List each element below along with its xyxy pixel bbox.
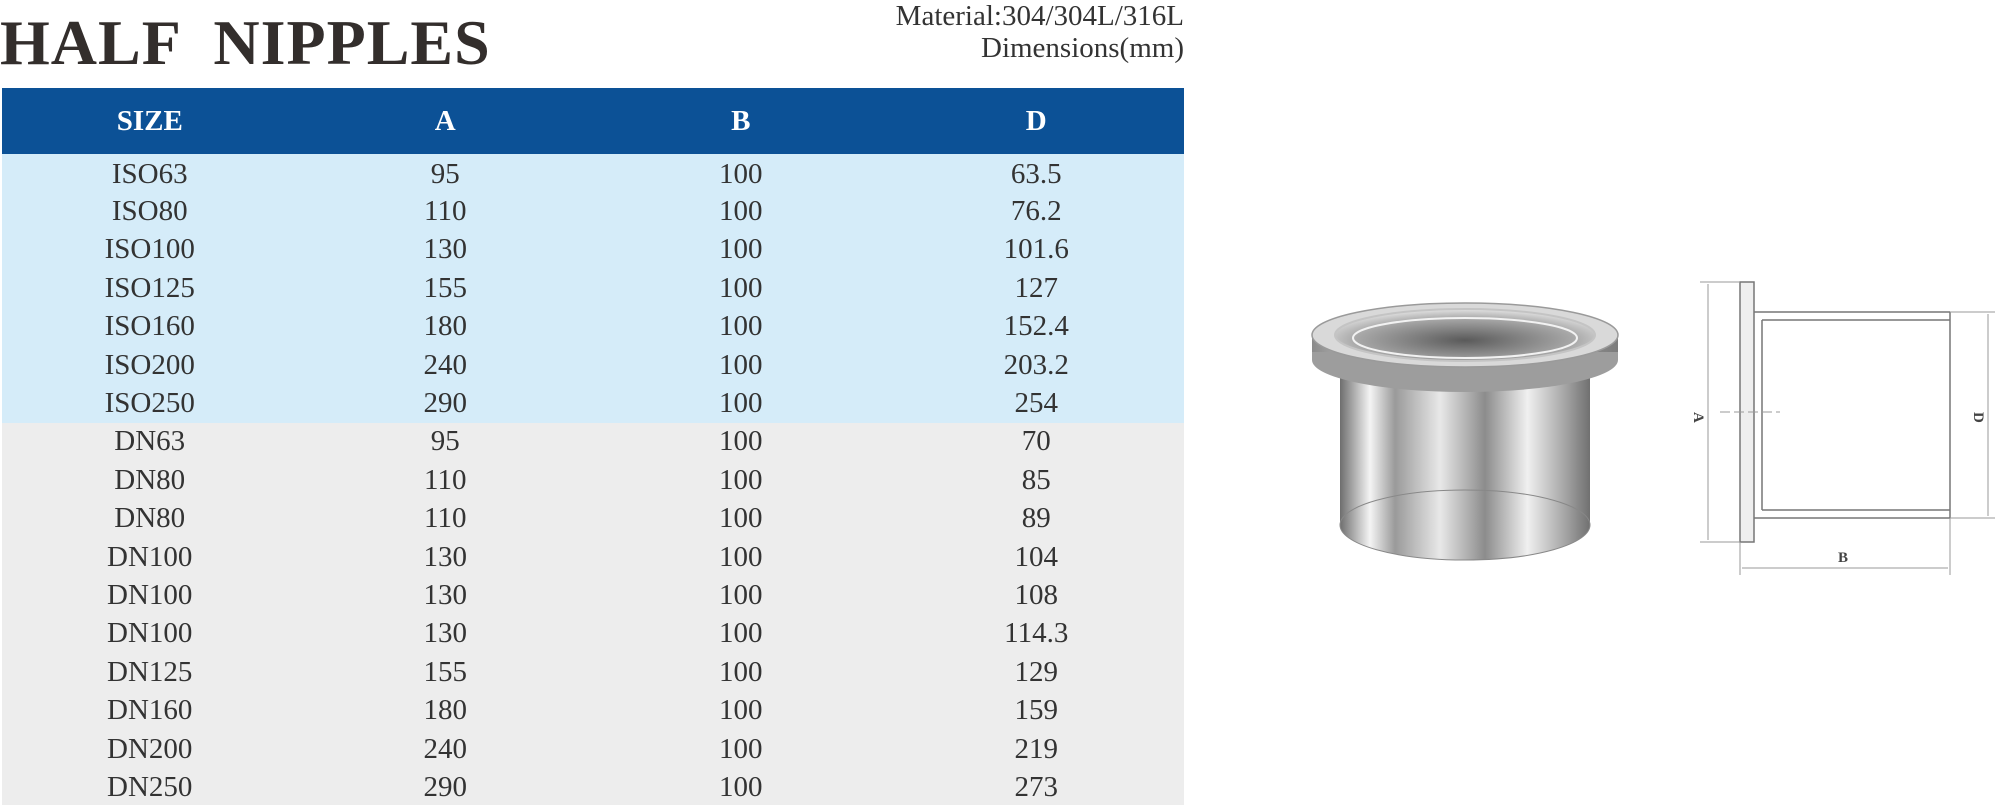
material-label: Material:304/304L/316L <box>895 0 1184 32</box>
cell-a: 110 <box>298 461 594 499</box>
table-row <box>2 730 1184 768</box>
cell-d: 104 <box>889 538 1185 576</box>
cell-a: 110 <box>298 500 594 538</box>
dimension-label-a: A <box>1690 412 1706 423</box>
spec-meta <box>896 0 1184 64</box>
cell-b: 100 <box>593 500 889 538</box>
cell-a: 110 <box>298 192 594 230</box>
cell-a: 240 <box>298 730 594 768</box>
table-row <box>2 538 1184 576</box>
cell-d: 254 <box>889 384 1185 422</box>
column-header-size: SIZE <box>2 88 298 154</box>
cell-b: 100 <box>593 154 889 192</box>
cell-d: 127 <box>889 269 1185 307</box>
table-row <box>2 615 1184 653</box>
cell-b: 100 <box>593 730 889 768</box>
table-row <box>2 154 1184 192</box>
cell-a: 180 <box>298 308 594 346</box>
cell-size: ISO200 <box>2 346 298 384</box>
cell-a: 180 <box>298 691 594 729</box>
cell-size: DN100 <box>2 576 298 614</box>
cell-d: 85 <box>889 461 1185 499</box>
cell-b: 100 <box>593 653 889 691</box>
cell-d: 70 <box>889 423 1185 461</box>
cell-d: 108 <box>889 576 1185 614</box>
cell-size: ISO125 <box>2 269 298 307</box>
cell-a: 240 <box>298 346 594 384</box>
cell-d: 63.5 <box>889 154 1185 192</box>
half-nipple-photo <box>1300 280 1630 570</box>
cell-a: 95 <box>298 423 594 461</box>
table-row <box>2 768 1184 805</box>
cell-size: DN80 <box>2 500 298 538</box>
cell-d: 152.4 <box>889 308 1185 346</box>
cell-a: 130 <box>298 538 594 576</box>
dimensions-label: Dimensions(mm) <box>981 32 1184 64</box>
cell-size: ISO80 <box>2 192 298 230</box>
cell-d: 219 <box>889 730 1185 768</box>
cell-b: 100 <box>593 423 889 461</box>
cell-b: 100 <box>593 384 889 422</box>
cell-b: 100 <box>593 691 889 729</box>
cell-b: 100 <box>593 576 889 614</box>
cell-d: 114.3 <box>889 615 1185 653</box>
cell-d: 159 <box>889 691 1185 729</box>
cell-b: 100 <box>593 461 889 499</box>
cell-size: DN200 <box>2 730 298 768</box>
table-row <box>2 691 1184 729</box>
cell-a: 95 <box>298 154 594 192</box>
cell-size: DN125 <box>2 653 298 691</box>
table-row <box>2 653 1184 691</box>
cell-size: ISO63 <box>2 154 298 192</box>
cell-d: 203.2 <box>889 346 1185 384</box>
column-header-a: A <box>298 88 594 154</box>
cell-a: 155 <box>298 269 594 307</box>
table-row <box>2 346 1184 384</box>
cell-size: ISO160 <box>2 308 298 346</box>
cell-a: 290 <box>298 384 594 422</box>
cell-size: DN100 <box>2 538 298 576</box>
table-row <box>2 384 1184 422</box>
cell-b: 100 <box>593 615 889 653</box>
cell-d: 101.6 <box>889 231 1185 269</box>
cell-size: DN80 <box>2 461 298 499</box>
cell-b: 100 <box>593 231 889 269</box>
cell-d: 76.2 <box>889 192 1185 230</box>
cell-b: 100 <box>593 538 889 576</box>
column-header-d: D <box>889 88 1185 154</box>
table-row <box>2 423 1184 461</box>
cell-size: DN250 <box>2 768 298 805</box>
cell-d: 89 <box>889 500 1185 538</box>
cell-size: DN100 <box>2 615 298 653</box>
cell-a: 130 <box>298 231 594 269</box>
cell-size: DN63 <box>2 423 298 461</box>
cell-d: 273 <box>889 768 1185 805</box>
dimension-drawing <box>1670 270 2010 590</box>
cell-b: 100 <box>593 768 889 805</box>
dimension-label-d: D <box>1970 412 1986 423</box>
cell-b: 100 <box>593 346 889 384</box>
cell-b: 100 <box>593 192 889 230</box>
table-row <box>2 308 1184 346</box>
column-header-b: B <box>593 88 889 154</box>
table-row <box>2 231 1184 269</box>
cell-b: 100 <box>593 308 889 346</box>
page-title: HALF NIPPLES <box>0 7 491 78</box>
cell-a: 130 <box>298 576 594 614</box>
cell-size: ISO100 <box>2 231 298 269</box>
table-row <box>2 269 1184 307</box>
table-row <box>2 500 1184 538</box>
dimensions-table <box>2 88 1184 805</box>
cell-a: 130 <box>298 615 594 653</box>
table-body <box>2 154 1184 805</box>
dimension-label-b: B <box>1838 550 1849 566</box>
cell-b: 100 <box>593 269 889 307</box>
cell-size: ISO250 <box>2 384 298 422</box>
cell-a: 290 <box>298 768 594 805</box>
table-row <box>2 192 1184 230</box>
table-row <box>2 576 1184 614</box>
cell-d: 129 <box>889 653 1185 691</box>
cell-size: DN160 <box>2 691 298 729</box>
table-row <box>2 461 1184 499</box>
cell-a: 155 <box>298 653 594 691</box>
table-header-row <box>2 88 1184 154</box>
